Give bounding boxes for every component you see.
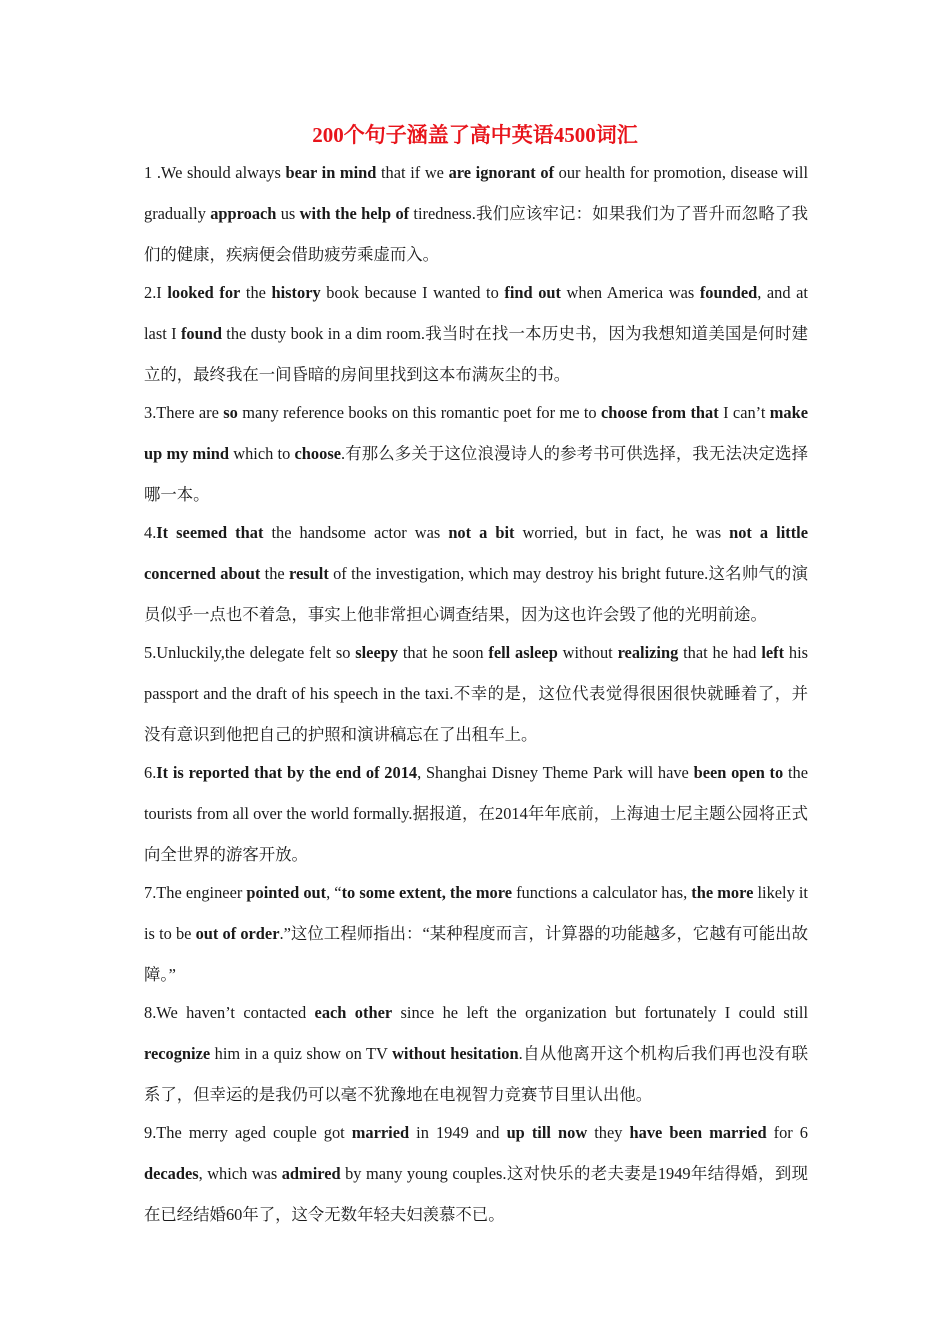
sentence-text: , Shanghai Disney Theme Park will have: [417, 763, 694, 782]
sentence-text: 7.The engineer: [144, 883, 247, 902]
sentence-text: which to: [229, 444, 295, 463]
sentence-text: many reference books on this romantic poet for me to: [237, 403, 601, 422]
key-phrase: approach: [210, 204, 277, 223]
sentence-text: 3.There are: [144, 403, 224, 422]
key-phrase: make up my mind: [144, 403, 809, 463]
sentence-text: that he had: [678, 643, 762, 662]
sentence-text: 4.: [144, 523, 157, 542]
key-phrase: so: [223, 403, 238, 422]
key-phrase: choose: [294, 444, 341, 463]
sentence-list: [144, 152, 808, 1232]
sentence-text: 6.: [144, 763, 157, 782]
sentence-text: for 6: [766, 1123, 808, 1142]
key-phrase: admired: [281, 1164, 341, 1183]
key-phrase: decades: [144, 1164, 199, 1183]
sentence-text: that he soon: [398, 643, 489, 662]
key-phrase: found: [180, 324, 222, 343]
key-phrase: It is reported that by the end of 2014: [156, 763, 418, 782]
key-phrase: choose from that: [600, 403, 719, 422]
sentence-text: us: [276, 204, 300, 223]
sentence-text: his passport and the draft of his speech in the taxi.不幸的是，这位代表觉得很困很快就睡着了，并没有意识到他把自己的护照和演讲稿忘在了出租车上。: [144, 643, 809, 744]
sentence-text: the: [240, 283, 272, 302]
key-phrase: have been married: [629, 1123, 767, 1142]
sentence-item: [144, 392, 808, 515]
key-phrase: recognize: [144, 1044, 211, 1063]
key-phrase: looked for: [167, 283, 241, 302]
document-title: 200个句子涵盖了高中英语4500词汇: [312, 123, 638, 147]
sentence-text: .”这位工程师指出：“某种程度而言，计算器的功能越多，它越有可能出故障。”: [144, 924, 808, 984]
key-phrase: not a little concerned about: [144, 523, 808, 583]
key-phrase: result: [289, 564, 329, 583]
key-phrase: married: [351, 1123, 410, 1142]
sentence-item: [144, 632, 808, 755]
key-phrase: not a bit: [448, 523, 515, 542]
key-phrase: without hesitation: [392, 1044, 519, 1063]
sentence-text: book because I wanted to: [320, 283, 505, 302]
sentence-text: the handsome actor was: [263, 523, 449, 542]
sentence-text: the: [260, 564, 290, 583]
key-phrase: founded: [699, 283, 758, 302]
sentence-text: the tourists from all over the world formally.据报道，在2014年年底前，上海迪士尼主题公园将正式向全世界的游客开放。: [144, 763, 808, 864]
sentence-text: , and at last I: [144, 283, 808, 343]
key-phrase: up till now: [506, 1123, 588, 1142]
key-phrase: been open to: [693, 763, 784, 782]
sentence-text: since he left the organization but fortunately I could still: [392, 1003, 808, 1022]
key-phrase: out of order: [195, 924, 280, 943]
sentence-text: of the investigation, which may destroy his bright future.这名帅气的演员似乎一点也不着急，事实上他非常担心调查结果，因为这也许会毁了他的光明前途。: [144, 564, 808, 624]
sentence-text: 9.The merry aged couple got: [144, 1123, 352, 1142]
sentence-item: [144, 752, 808, 875]
sentence-text: in 1949 and: [409, 1123, 507, 1142]
sentence-text: .自从他离开这个机构后我们再也没有联系了，但幸运的是我仍可以毫不犹豫地在电视智力竞赛节目里认出他。: [144, 1044, 808, 1104]
sentence-text: likely it is to be: [144, 883, 808, 943]
sentence-text: by many young couples.这对快乐的老夫妻是1949年结得婚，到现在已经结婚60年了，这令无数年轻夫妇羡慕不已。: [144, 1164, 809, 1224]
sentence-text: 1 .We should always: [144, 163, 286, 182]
key-phrase: sleepy: [355, 643, 399, 662]
sentence-text: tiredness.我们应该牢记：如果我们为了晋升而忽略了我们的健康，疾病便会借助疲劳乘虚而入。: [144, 204, 808, 264]
sentence-item: [144, 1112, 808, 1235]
sentence-text: 5.Unluckily,the delegate felt so: [144, 643, 356, 662]
sentence-item: [144, 872, 808, 995]
key-phrase: with the help of: [299, 204, 410, 223]
sentence-text: the dusty book in a dim room.我当时在找一本历史书，因为我想知道美国是何时建立的，最终我在一间昏暗的房间里找到这本布满灰尘的书。: [144, 324, 808, 384]
key-phrase: left: [761, 643, 785, 662]
key-phrase: find out: [504, 283, 561, 302]
key-phrase: bear in mind: [285, 163, 377, 182]
sentence-text: 8.We haven’t contacted: [144, 1003, 315, 1022]
sentence-text: .有那么多关于这位浪漫诗人的参考书可供选择，我无法决定选择哪一本。: [144, 444, 808, 504]
sentence-text: our health for promotion, disease will gradually: [144, 163, 808, 223]
sentence-text: , which was: [198, 1164, 282, 1183]
sentence-text: worried, but in fact, he was: [514, 523, 730, 542]
sentence-text: 2.I: [144, 283, 168, 302]
sentence-item: [144, 152, 808, 275]
sentence-text: him in a quiz show on TV: [210, 1044, 393, 1063]
sentence-item: [144, 992, 808, 1115]
sentence-text: when America was: [560, 283, 700, 302]
sentence-text: , “: [326, 883, 342, 902]
key-phrase: to some extent, the more: [341, 883, 512, 902]
sentence-item: [144, 512, 808, 635]
key-phrase: fell asleep: [488, 643, 558, 662]
key-phrase: the more: [691, 883, 754, 902]
key-phrase: pointed out: [246, 883, 327, 902]
sentence-text: functions a calculator has,: [511, 883, 692, 902]
sentence-text: that if we: [376, 163, 449, 182]
sentence-text: they: [587, 1123, 630, 1142]
sentence-text: I can’t: [718, 403, 770, 422]
sentence-item: [144, 272, 808, 395]
sentence-text: without: [557, 643, 618, 662]
key-phrase: are ignorant of: [448, 163, 555, 182]
key-phrase: It seemed that: [156, 523, 264, 542]
key-phrase: realizing: [617, 643, 679, 662]
key-phrase: each other: [314, 1003, 393, 1022]
key-phrase: history: [271, 283, 321, 302]
